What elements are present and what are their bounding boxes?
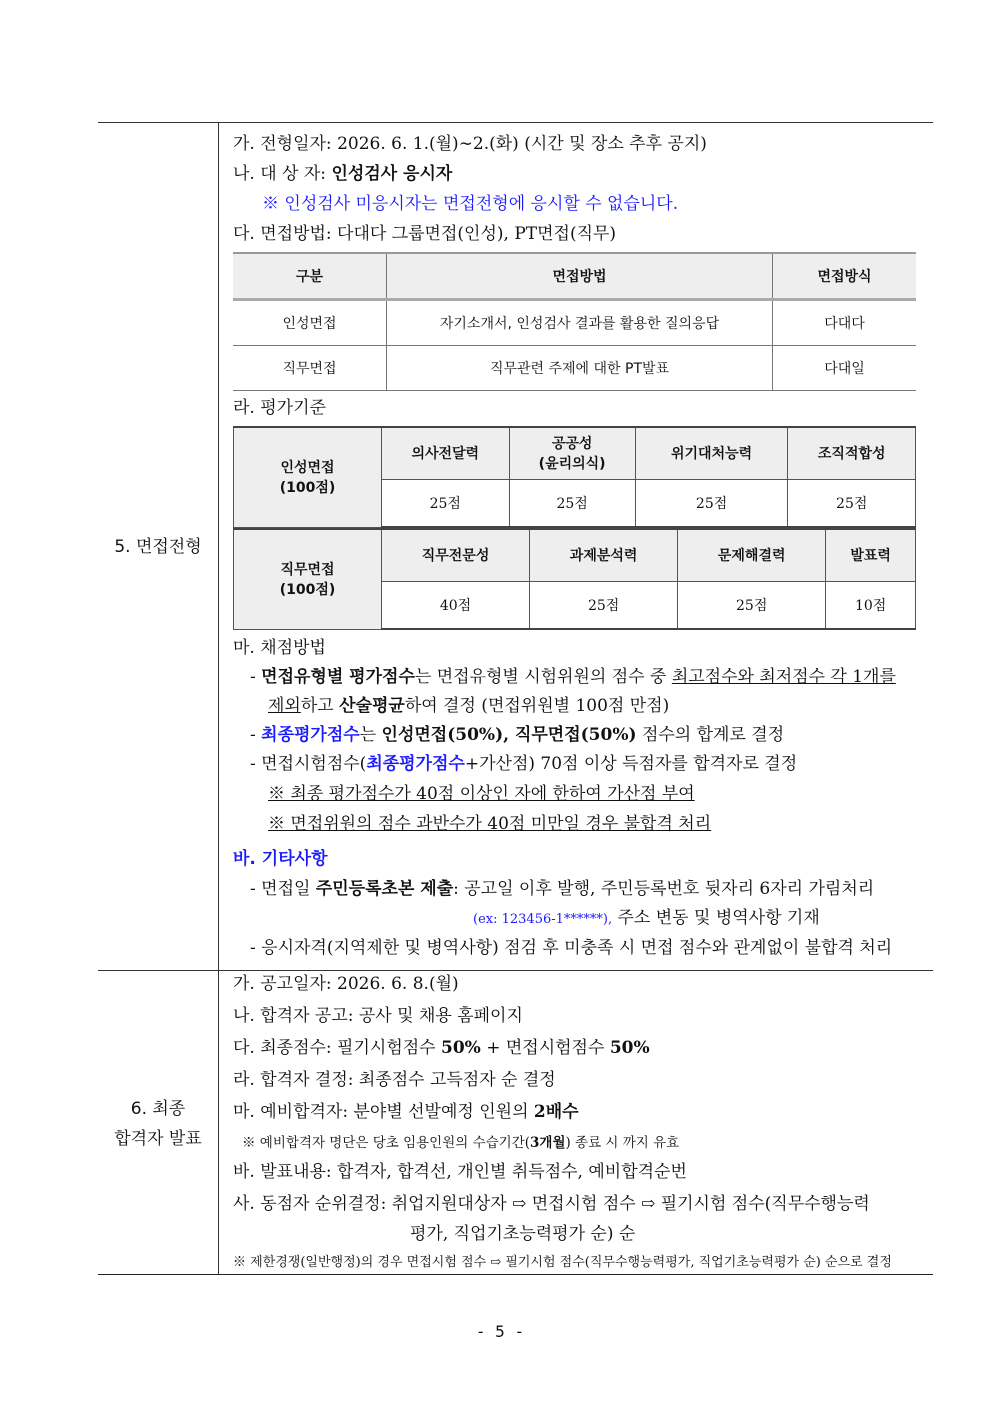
sec5-item-e5-note: ※ 면접위원의 점수 과반수가 40점 미만일 경우 불합격 처리 <box>268 814 712 834</box>
sec5-item-e1: - 면접유형별 평가점수는 면접유형별 시험위원의 점수 중 최고점수와 최저점수 각 1개를 <box>250 667 896 687</box>
eval-criterion: 발표력 <box>826 529 916 581</box>
table-row <box>233 346 916 391</box>
sec5-item-d: 라. 평가기준 <box>233 398 326 418</box>
eval-criterion: 직무전문성 <box>382 529 530 581</box>
eval-category: 직무면접 (100점) <box>234 529 382 629</box>
sec5-item-e2: - 최종평가점수는 인성면접(50%), 직무면접(50%) 점수의 합계로 결정 <box>250 725 785 745</box>
eval-score: 25점 <box>788 479 916 527</box>
sec6-item-e-note: ※ 예비합격자 명단은 당초 임용인원의 수습기간(3개월) 종료 시 까지 유효 <box>242 1135 680 1151</box>
eval-table-personality <box>233 426 916 528</box>
section-5-label: 5. 면접전형 <box>114 537 202 557</box>
eval-criterion: 조직적합성 <box>788 427 916 479</box>
sec5-item-e3: - 면접시험점수(최종평가점수+가산점) 70점 이상 득점자를 합격자로 결정 <box>250 754 798 774</box>
method-header-method: 면접방법 <box>387 253 773 300</box>
section-6-label: 6. 최종 합격자 발표 <box>114 1099 202 1149</box>
sec6-item-a: 가. 공고일자: 2026. 6. 8.(월) <box>233 974 459 994</box>
eval-criterion: 과제분석력 <box>530 529 678 581</box>
interview-method-table <box>233 252 916 391</box>
section-divider <box>98 970 933 971</box>
eval-score: 25점 <box>530 581 678 629</box>
sec5-item-f-title: 바. 기타사항 <box>233 849 328 869</box>
sec5-item-f1: - 면접일 주민등록초본 제출: 공고일 이후 발행, 주민등록번호 뒷자리 6자리 가림처리 <box>250 879 875 899</box>
sec5-item-c: 다. 면접방법: 다대다 그룹면접(인성), PT면접(직무) <box>233 224 617 244</box>
sec5-item-e1-cont: 제외하고 산술평균하여 결정 (면접위원별 100점 만점) <box>268 696 670 716</box>
table-top-border <box>98 122 933 123</box>
eval-score: 10점 <box>826 581 916 629</box>
column-divider <box>218 122 219 1274</box>
table-bottom-border <box>98 1274 933 1275</box>
sec6-item-c: 다. 최종점수: 필기시험점수 50% + 면접시험점수 50% <box>233 1038 650 1058</box>
method-cell: 자기소개서, 인성검사 결과를 활용한 질의응답 <box>387 300 773 346</box>
sec6-item-f: 바. 발표내용: 합격자, 합격선, 개인별 취득점수, 예비합격순번 <box>233 1162 687 1182</box>
sec5-item-b: 나. 대 상 자: 인성검사 응시자 <box>233 164 453 184</box>
eval-criterion: 의사전달력 <box>382 427 510 479</box>
method-cell: 인성면접 <box>233 300 387 346</box>
sec5-item-f1-cont: (ex: 123456-1******), 주소 변동 및 병역사항 기재 <box>473 908 820 928</box>
eval-table-job <box>233 528 916 630</box>
sec6-item-g: 사. 동점자 순위결정: 취업지원대상자 ⇨ 면접시험 점수 ⇨ 필기시험 점수(직무수행능력 <box>233 1194 870 1214</box>
method-header-format: 면접방식 <box>773 253 917 300</box>
eval-score: 25점 <box>635 479 788 527</box>
sec6-item-e: 마. 예비합격자: 분야별 선발예정 인원의 2배수 <box>233 1102 579 1122</box>
eval-score: 25점 <box>678 581 826 629</box>
method-cell: 다대다 <box>773 300 917 346</box>
sec6-item-h-note: ※ 제한경쟁(일반행정)의 경우 면접시험 점수 ⇨ 필기시험 점수(직무수행능력평가, 직업기초능력평가 순) 순으로 결정 <box>233 1255 892 1270</box>
eval-criterion: 위기대처능력 <box>635 427 788 479</box>
eval-score: 40점 <box>382 581 530 629</box>
eval-score: 25점 <box>382 479 510 527</box>
sec5-item-e: 마. 채점방법 <box>233 638 326 658</box>
sec5-item-b-note: ※ 인성검사 미응시자는 면접전형에 응시할 수 없습니다. <box>262 194 679 214</box>
sec5-item-f2: - 응시자격(지역제한 및 병역사항) 점검 후 미충족 시 면접 점수와 관계없이 불합격 처리 <box>250 938 893 958</box>
eval-category: 인성면접 (100점) <box>234 427 382 527</box>
method-cell: 다대일 <box>773 346 917 391</box>
sec6-item-d: 라. 합격자 결정: 최종점수 고득점자 순 결정 <box>233 1070 556 1090</box>
method-cell: 직무관련 주제에 대한 PT발표 <box>387 346 773 391</box>
sec6-item-b: 나. 합격자 공고: 공사 및 채용 홈페이지 <box>233 1006 523 1026</box>
sec6-item-g-cont: 평가, 직업기초능력평가 순) 순 <box>410 1224 636 1244</box>
sec5-item-a: 가. 전형일자: 2026. 6. 1.(월)∼2.(화) (시간 및 장소 추후 공지) <box>233 134 707 154</box>
page-number: - 5 - <box>475 1322 525 1341</box>
eval-score: 25점 <box>509 479 635 527</box>
sec5-item-e4-note: ※ 최종 평가점수가 40점 이상인 자에 한하여 가산점 부여 <box>268 784 695 804</box>
eval-criterion: 문제해결력 <box>678 529 826 581</box>
table-row <box>233 300 916 346</box>
method-header-category: 구분 <box>233 253 387 300</box>
eval-criterion: 공공성 (윤리의식) <box>509 427 635 479</box>
method-cell: 직무면접 <box>233 346 387 391</box>
